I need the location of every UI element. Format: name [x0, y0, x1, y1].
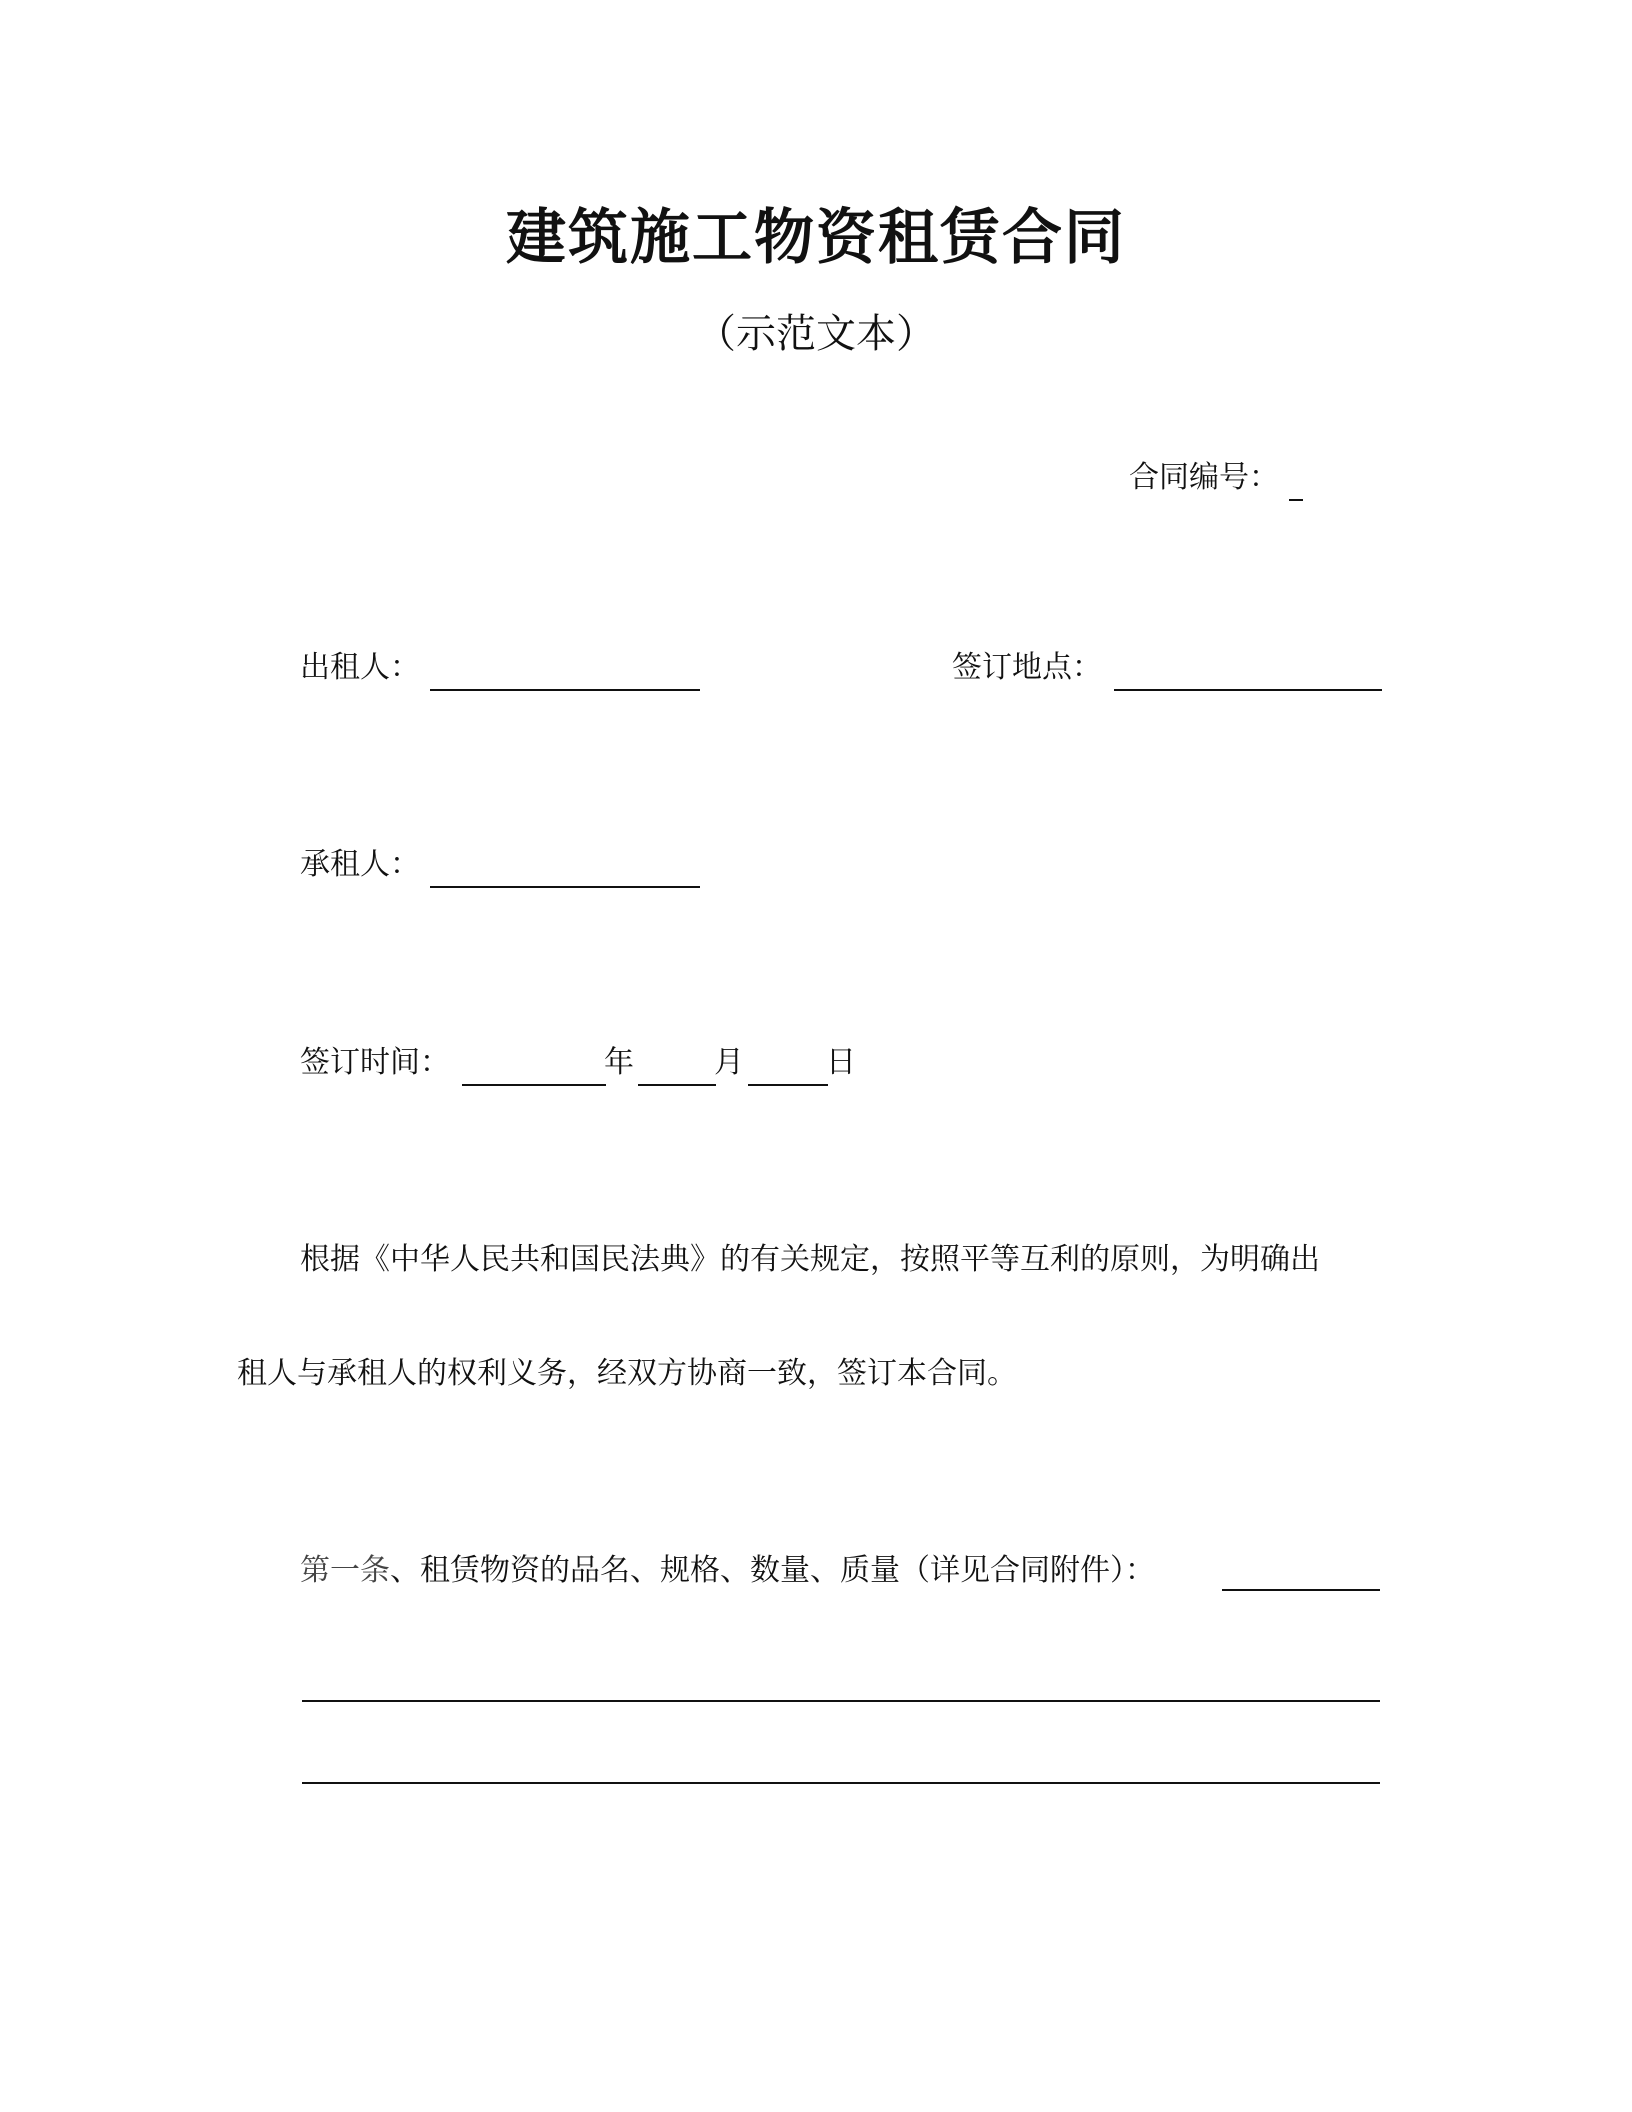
document-title: 建筑施工物资租赁合同 [506, 203, 1126, 273]
month-label: 月 [714, 1045, 744, 1080]
year-label: 年 [604, 1045, 634, 1080]
article-1-text: 、租赁物资的品名、规格、数量、质量（详见合同附件）： [390, 1553, 1155, 1588]
lessor-label: 出租人： [300, 650, 420, 685]
day-label: 日 [826, 1045, 856, 1080]
article-1-blank-line-1[interactable] [302, 1700, 1380, 1702]
preamble-line-1: 根据《中华人民共和国民法典》的有关规定，按照平等互利的原则，为明确出 [300, 1242, 1320, 1277]
article-1-heading [300, 1551, 1155, 1591]
signing-place-label: 签订地点： [952, 650, 1102, 685]
signing-place-blank[interactable] [1114, 689, 1382, 691]
month-blank[interactable] [638, 1084, 716, 1086]
contract-number-blank[interactable] [1289, 499, 1303, 501]
contract-number [1129, 452, 1303, 501]
day-blank[interactable] [748, 1084, 828, 1086]
preamble-line-2: 租人与承租人的权利义务，经双方协商一致，签订本合同。 [237, 1356, 1017, 1391]
lessor-blank[interactable] [430, 689, 700, 691]
year-blank[interactable] [462, 1084, 606, 1086]
signing-date-label: 签订时间： [300, 1045, 450, 1080]
article-1-number: 第一条 [300, 1553, 390, 1588]
contract-number-label: 合同编号： [1129, 460, 1279, 495]
document-subtitle: （示范文本） [696, 311, 936, 357]
lessee-label: 承租人： [300, 847, 420, 882]
lessee-blank[interactable] [430, 886, 700, 888]
article-1-blank-line-2[interactable] [302, 1782, 1380, 1784]
article-1-blank-inline[interactable] [1222, 1589, 1380, 1591]
